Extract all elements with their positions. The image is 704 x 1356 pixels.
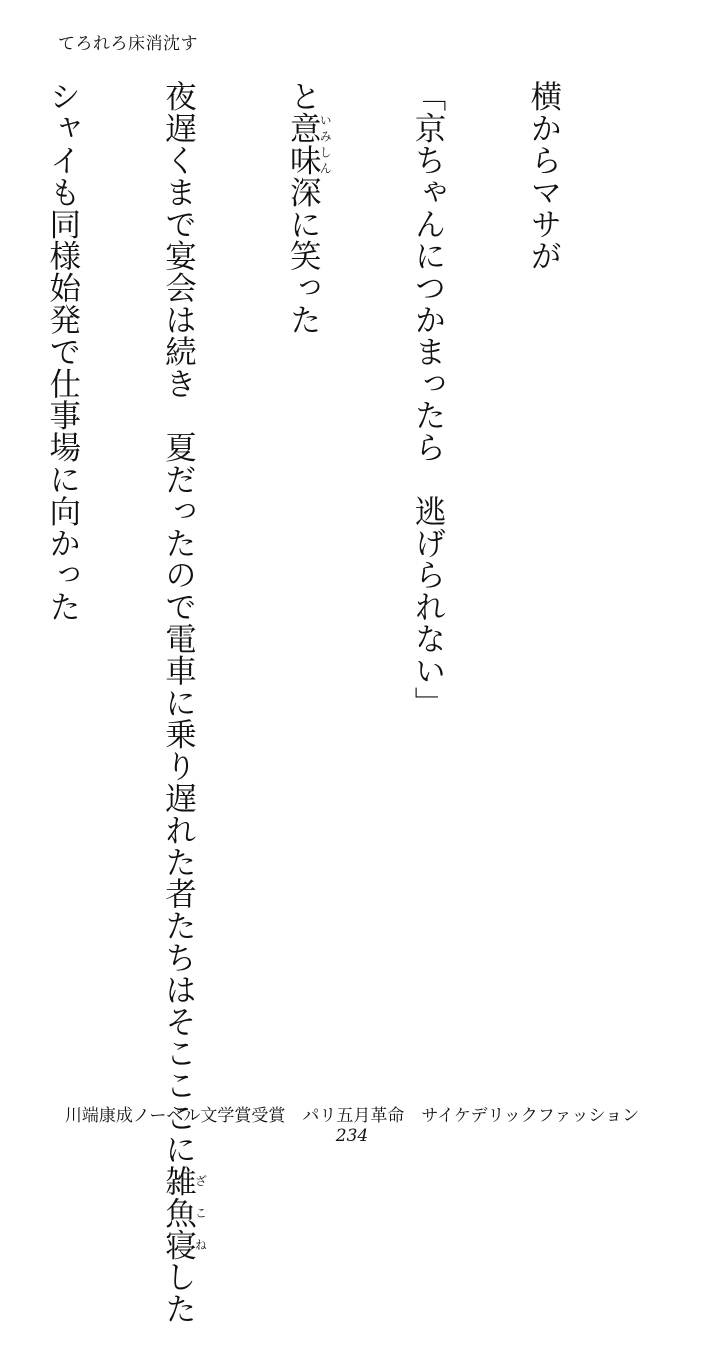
running-head: てろれろ床消沈す [58, 34, 198, 54]
ruby-word: 意味いみしん [285, 111, 333, 176]
text-line: シャイも同様始発で仕事場に向かった [44, 80, 81, 623]
ruby-word: 雑魚寝ざこね [160, 1164, 208, 1261]
page-number: 234 [335, 1126, 369, 1146]
text-line: と意味いみしん深に笑った [285, 80, 333, 336]
footer-book-title: 川端康成ノーベル文学賞受賞 パリ五月革命 サイケデリックファッション [64, 1106, 640, 1126]
text-line: 夜遅くまで宴会は続き 夏だったので電車に乗り遅れた者たちはそこここに雑魚寝ざこねした [160, 80, 208, 1325]
text-line: 横からマサが [525, 80, 562, 272]
text-line: 「京ちゃんにつかまったら 逃げられない」 [410, 80, 447, 718]
